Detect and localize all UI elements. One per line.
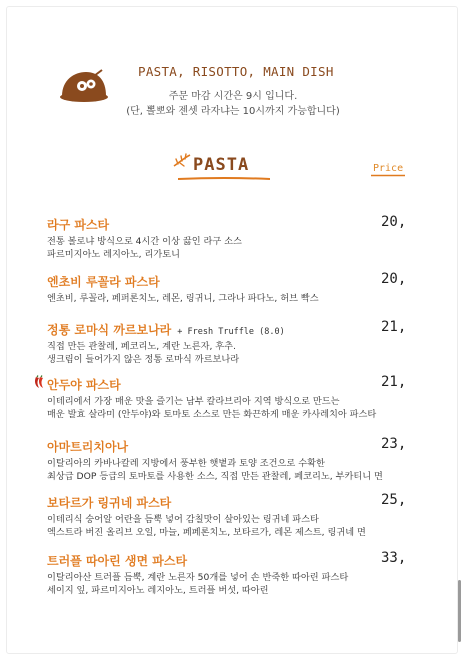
item-price: 21,	[381, 374, 407, 390]
item-price: 25,	[381, 492, 407, 508]
order-exception-note: (단, 뽈뽀와 젠셋 라자냐는 10시까지 가능합니다)	[126, 106, 340, 117]
item-name-text: 정통 로마식 까르보나라	[47, 323, 172, 337]
item-price: 21,	[381, 319, 407, 335]
item-description-line: 엑스트라 버진 올리브 오일, 마늘, 페페론치노, 보타르가, 레몬 제스트, 링귀네 면	[47, 527, 366, 538]
item-description	[47, 340, 239, 366]
item-description-line: 엔초비, 루꼴라, 페퍼론치노, 레몬, 링귀니, 그라나 파다노, 허브 빡스	[47, 293, 319, 304]
item-addon: + Fresh Truffle (8.0)	[177, 327, 285, 337]
chili-pepper-icon	[33, 375, 47, 389]
item-description-line: 이테리식 숭어알 어란을 듬뿍 넣어 감칠맛이 살아있는 링귀네 파스타	[47, 514, 319, 525]
price-column-label: Price	[373, 163, 404, 174]
item-description	[47, 571, 348, 597]
scrollbar[interactable]	[458, 580, 461, 642]
item-price: 23,	[381, 436, 407, 452]
item-name: 엔초비 루꼴라 파스타	[47, 275, 160, 289]
item-description	[47, 235, 242, 261]
item-price: 20,	[381, 271, 407, 287]
item-price: 33,	[381, 550, 407, 566]
item-description	[47, 513, 366, 539]
item-description-line: 매운 발효 살라미 (안두야)와 토마토 소스로 만든 화끈하게 매운 카사레치아 파스타	[47, 409, 377, 420]
item-description	[47, 457, 383, 483]
section-title: PASTA	[193, 155, 250, 175]
item-description-line: 파르미지아노 레지아노, 리가토니	[47, 249, 181, 260]
item-price: 20,	[381, 214, 407, 230]
item-name: 트러플 따아린 생면 파스타	[47, 554, 188, 568]
section-underline	[178, 177, 270, 181]
item-description-line: 직접 만든 관찰레, 페코리노, 계란 노른자, 후추.	[47, 341, 236, 352]
item-name	[47, 321, 285, 338]
item-description-line: 이탈리아의 카바나칼레 지방에서 풍부한 햇볕과 토양 조건으로 수확한	[47, 458, 325, 469]
price-underline	[371, 174, 405, 177]
order-deadline-note: 주문 마감 시간은 9시 입니다.	[168, 91, 298, 102]
item-description	[47, 395, 376, 421]
item-description-line: 전통 볼로냐 방식으로 4시간 이상 끓인 라구 소스	[47, 236, 242, 247]
item-description-line: 생크림이 들어가지 않은 정통 로마식 까르보나라	[47, 354, 240, 365]
item-name: 라구 파스타	[47, 218, 110, 232]
menu-title: PASTA, RISOTTO, MAIN DISH	[138, 64, 334, 79]
item-description-line: 최상급 DOP 등급의 토마토를 사용한 소스, 직접 만든 관찰레, 페코리노, 부카티니 면	[47, 471, 383, 482]
item-name: 안두야 파스타	[47, 378, 121, 392]
item-description-line: 이테리에서 가장 매운 맛을 즐기는 남부 칼라브리아 지역 방식으로 만드는	[47, 396, 340, 407]
item-description-line: 세이지 잎, 파르미지아노 레지아노, 트러플 버섯, 따아린	[47, 585, 269, 596]
leaf-sprig-icon	[172, 152, 194, 174]
item-name: 보타르가 링귀네 파스타	[47, 496, 172, 510]
item-name: 아마트리치아나	[47, 440, 129, 454]
item-description-line: 이탈리아산 트러플 듬뿍, 계란 노른자 50개를 넣어 손 반죽한 따아린 파스타	[47, 572, 349, 583]
item-description	[47, 292, 319, 305]
